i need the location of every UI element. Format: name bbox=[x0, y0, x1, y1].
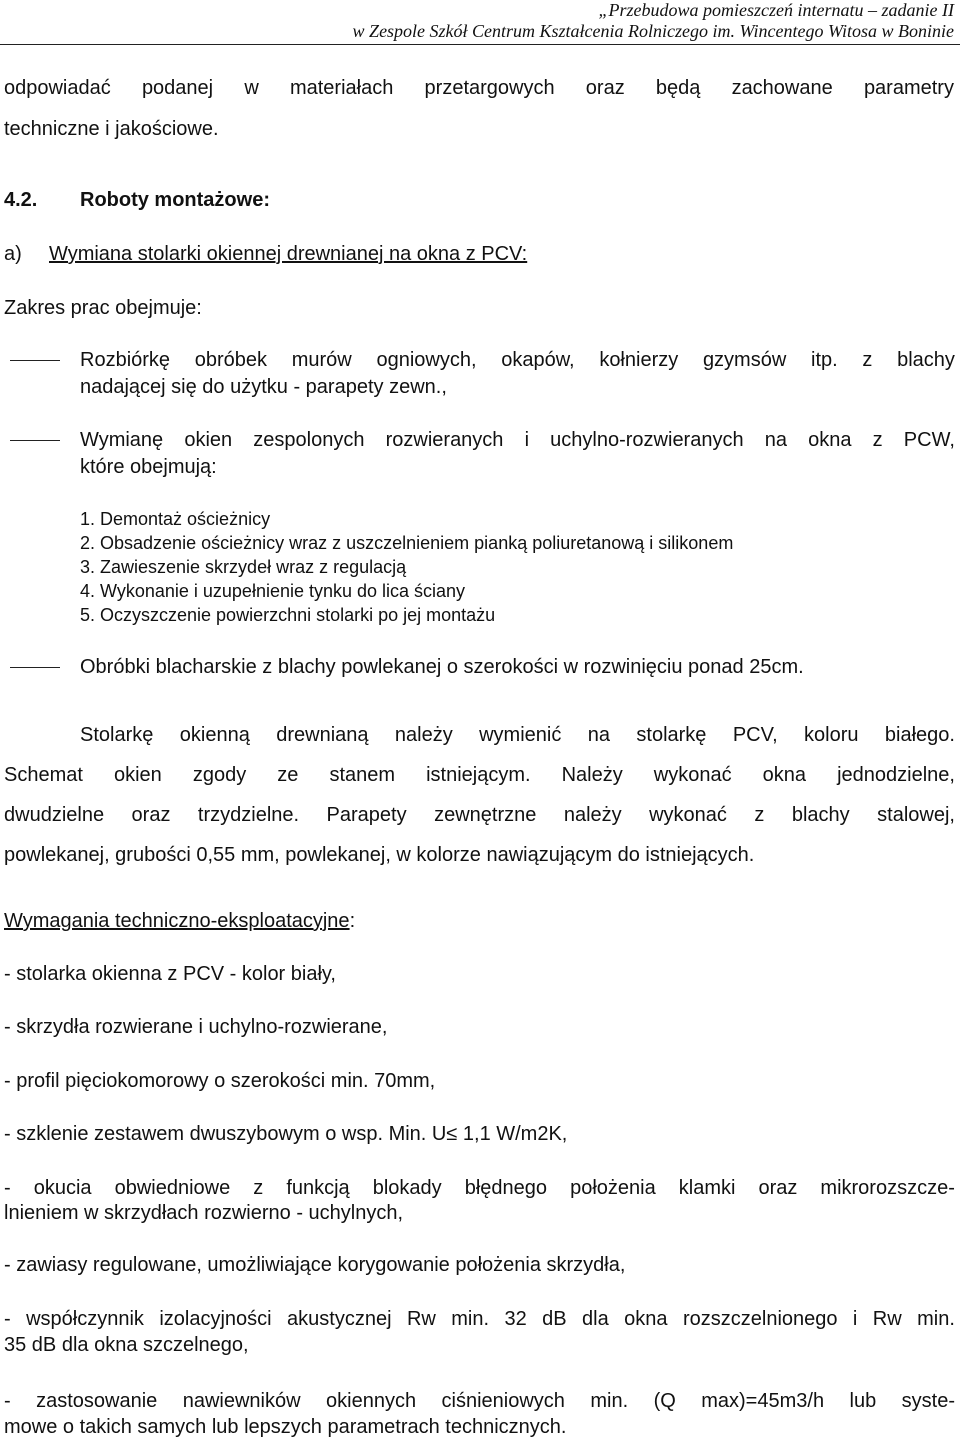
requirements-heading-colon: : bbox=[349, 910, 356, 932]
word: blokady bbox=[372, 1177, 442, 1199]
word: materiałach bbox=[289, 77, 394, 99]
word: stanem bbox=[329, 764, 396, 786]
word: okiennych bbox=[326, 1390, 417, 1412]
word: - bbox=[4, 1177, 11, 1199]
bullet-3-line-1: Obróbki blacharskie z blachy powlekanej o szerokości w rozwinięciu ponad 25cm. bbox=[80, 656, 804, 678]
word: zachowane bbox=[731, 77, 833, 99]
word: Należy bbox=[561, 764, 623, 786]
header-subtitle: w Zespole Szkół Centrum Kształcenia Rolniczego im. Wincentego Witosa w Boninie bbox=[352, 21, 954, 41]
word: rozszczelnionego bbox=[682, 1308, 838, 1330]
word: zastosowanie bbox=[36, 1390, 158, 1412]
word: dwudzielne bbox=[4, 804, 105, 826]
word: zewnętrzne bbox=[434, 804, 537, 826]
word: dB bbox=[542, 1308, 567, 1330]
requirements-heading bbox=[4, 909, 355, 933]
word: Stolarkę bbox=[80, 724, 154, 746]
word: z bbox=[253, 1177, 264, 1199]
word: kołnierzy bbox=[599, 349, 679, 371]
word: mikrorozszcze- bbox=[820, 1177, 955, 1199]
subsection-title: Wymiana stolarki okiennej drewnianej na okna z PCV: bbox=[49, 243, 528, 265]
section-number: 4.2. bbox=[4, 189, 38, 211]
word: Rw bbox=[872, 1308, 902, 1330]
word: wykonać bbox=[653, 764, 732, 786]
word: nawiewników bbox=[182, 1390, 301, 1412]
word: ogniowych, bbox=[376, 349, 477, 371]
word: Rw bbox=[406, 1308, 436, 1330]
word: okapów, bbox=[501, 349, 575, 371]
word: Wymianę bbox=[80, 429, 164, 451]
word: syste- bbox=[901, 1390, 955, 1412]
word: oraz bbox=[758, 1177, 798, 1199]
word: na bbox=[764, 429, 787, 451]
requirement-item bbox=[4, 1176, 955, 1200]
requirement-item-continued: lnieniem w skrzydłach rozwierno - uchylnych, bbox=[4, 1202, 404, 1224]
word: Schemat bbox=[4, 764, 83, 786]
word: stolarkę bbox=[636, 724, 707, 746]
paragraph-line-3 bbox=[4, 803, 955, 827]
bullet-dash bbox=[10, 667, 60, 668]
requirement-item bbox=[4, 1389, 955, 1413]
word: i bbox=[852, 1308, 858, 1330]
word: jednodzielne, bbox=[837, 764, 955, 786]
word: z bbox=[754, 804, 765, 826]
word: na bbox=[587, 724, 610, 746]
word: PCW, bbox=[903, 429, 955, 451]
word: położenia bbox=[570, 1177, 656, 1199]
word: współczynnik bbox=[26, 1308, 144, 1330]
bullet-1-line-2: nadającej się do użytku - parapety zewn., bbox=[80, 376, 447, 398]
word: okna bbox=[624, 1308, 668, 1330]
bullet-2-line-1 bbox=[80, 428, 955, 452]
step-item: 5. Oczyszczenie powierzchni stolarki po jej montażu bbox=[80, 605, 496, 625]
word: max)=45m3/h bbox=[701, 1390, 825, 1412]
word: oraz bbox=[131, 804, 171, 826]
word: wykonać bbox=[649, 804, 727, 826]
word: stalowej, bbox=[877, 804, 955, 826]
word: z bbox=[862, 349, 873, 371]
step-item: 4. Wykonanie i uzupełnienie tynku do lica ściany bbox=[80, 581, 466, 601]
word: min. bbox=[917, 1308, 955, 1330]
word: PCV, bbox=[732, 724, 778, 746]
word: Parapety bbox=[326, 804, 407, 826]
word: przetargowych bbox=[424, 77, 555, 99]
word: należy bbox=[394, 724, 453, 746]
word: - bbox=[4, 1308, 11, 1330]
word: odpowiadać bbox=[4, 77, 111, 99]
paragraph-line-4: powlekanej, grubości 0,55 mm, powlekanej, w kolorze nawiązującym do istniejących. bbox=[4, 844, 755, 866]
word: zgody bbox=[192, 764, 247, 786]
word: w bbox=[244, 77, 259, 99]
subsection-label: a) bbox=[4, 243, 22, 265]
word: ciśnieniowych bbox=[441, 1390, 565, 1412]
bullet-1-line-1 bbox=[80, 348, 955, 372]
word: obwiedniowe bbox=[114, 1177, 231, 1199]
word: ze bbox=[277, 764, 299, 786]
header-title: „Przebudowa pomieszczeń internatu – zadanie II bbox=[598, 0, 954, 20]
paragraph-line-2 bbox=[4, 763, 955, 787]
word: Rozbiórkę bbox=[80, 349, 171, 371]
word: min. bbox=[590, 1390, 629, 1412]
word: funkcją bbox=[286, 1177, 350, 1199]
word: rozwieranych bbox=[385, 429, 504, 451]
word: podanej bbox=[141, 77, 214, 99]
word: okna bbox=[762, 764, 807, 786]
word: gzymsów bbox=[702, 349, 787, 371]
word: klamki bbox=[678, 1177, 736, 1199]
word: białego. bbox=[884, 724, 955, 746]
bullet-dash bbox=[10, 360, 60, 361]
word: należy bbox=[563, 804, 622, 826]
requirements-heading-text: Wymagania techniczno-eksploatacyjne bbox=[4, 910, 350, 932]
word: akustycznej bbox=[287, 1308, 392, 1330]
intro-line-2: techniczne i jakościowe. bbox=[4, 118, 219, 140]
word: oraz bbox=[585, 77, 625, 99]
word: okien bbox=[184, 429, 233, 451]
requirement-item-continued: 35 dB dla okna szczelnego, bbox=[4, 1334, 249, 1356]
bullet-2-line-2: które obejmują: bbox=[80, 456, 217, 478]
word: okienną bbox=[179, 724, 250, 746]
word: uchylno-rozwieranych bbox=[550, 429, 744, 451]
bullet-dash bbox=[10, 440, 60, 441]
word: wymienić bbox=[479, 724, 562, 746]
word: trzydzielne. bbox=[197, 804, 300, 826]
word: itp. bbox=[811, 349, 838, 371]
word: okucia bbox=[33, 1177, 92, 1199]
requirement-item: - stolarka okienna z PCV - kolor biały, bbox=[4, 963, 336, 985]
word: zespolonych bbox=[253, 429, 365, 451]
word: z bbox=[872, 429, 883, 451]
step-item: 2. Obsadzenie ościeżnicy wraz z uszczelnieniem pianką poliuretanową i silikonem bbox=[80, 533, 734, 553]
word: koloru bbox=[804, 724, 859, 746]
header-rule bbox=[0, 44, 960, 45]
requirement-item-continued: mowe o takich samych lub lepszych parametrach technicznych. bbox=[4, 1416, 567, 1438]
word: - bbox=[4, 1390, 11, 1412]
requirement-item: - szklenie zestawem dwuszybowym o wsp. Min. U≤ 1,1 W/m2K, bbox=[4, 1123, 568, 1145]
word: murów bbox=[291, 349, 352, 371]
requirement-item: - skrzydła rozwierane i uchylno-rozwierane, bbox=[4, 1016, 388, 1038]
requirement-item: - zawiasy regulowane, umożliwiające korygowanie położenia skrzydła, bbox=[4, 1254, 626, 1276]
step-item: 3. Zawieszenie skrzydeł wraz z regulacją bbox=[80, 557, 407, 577]
word: okien bbox=[113, 764, 162, 786]
word: izolacyjności bbox=[159, 1308, 272, 1330]
word: istniejącym. bbox=[426, 764, 531, 786]
word: 32 bbox=[504, 1308, 527, 1330]
intro-line-1 bbox=[4, 76, 954, 100]
word: i bbox=[524, 429, 530, 451]
word: parametry bbox=[863, 77, 954, 99]
word: blachy bbox=[897, 349, 955, 371]
word: okna bbox=[808, 429, 852, 451]
word: błędnego bbox=[464, 1177, 548, 1199]
step-item: 1. Demontaż ościeżnicy bbox=[80, 509, 271, 529]
word: obróbek bbox=[194, 349, 268, 371]
paragraph-line-1 bbox=[80, 723, 955, 747]
word: (Q bbox=[653, 1390, 676, 1412]
word: będą bbox=[655, 77, 701, 99]
word: min. bbox=[451, 1308, 490, 1330]
scope-label: Zakres prac obejmuje: bbox=[4, 297, 202, 319]
word: lub bbox=[849, 1390, 877, 1412]
section-title: Roboty montażowe: bbox=[80, 189, 270, 211]
requirement-item bbox=[4, 1307, 955, 1331]
word: drewnianą bbox=[276, 724, 369, 746]
word: blachy bbox=[791, 804, 850, 826]
word: dla bbox=[582, 1308, 609, 1330]
requirement-item: - profil pięciokomorowy o szerokości min. 70mm, bbox=[4, 1070, 436, 1092]
